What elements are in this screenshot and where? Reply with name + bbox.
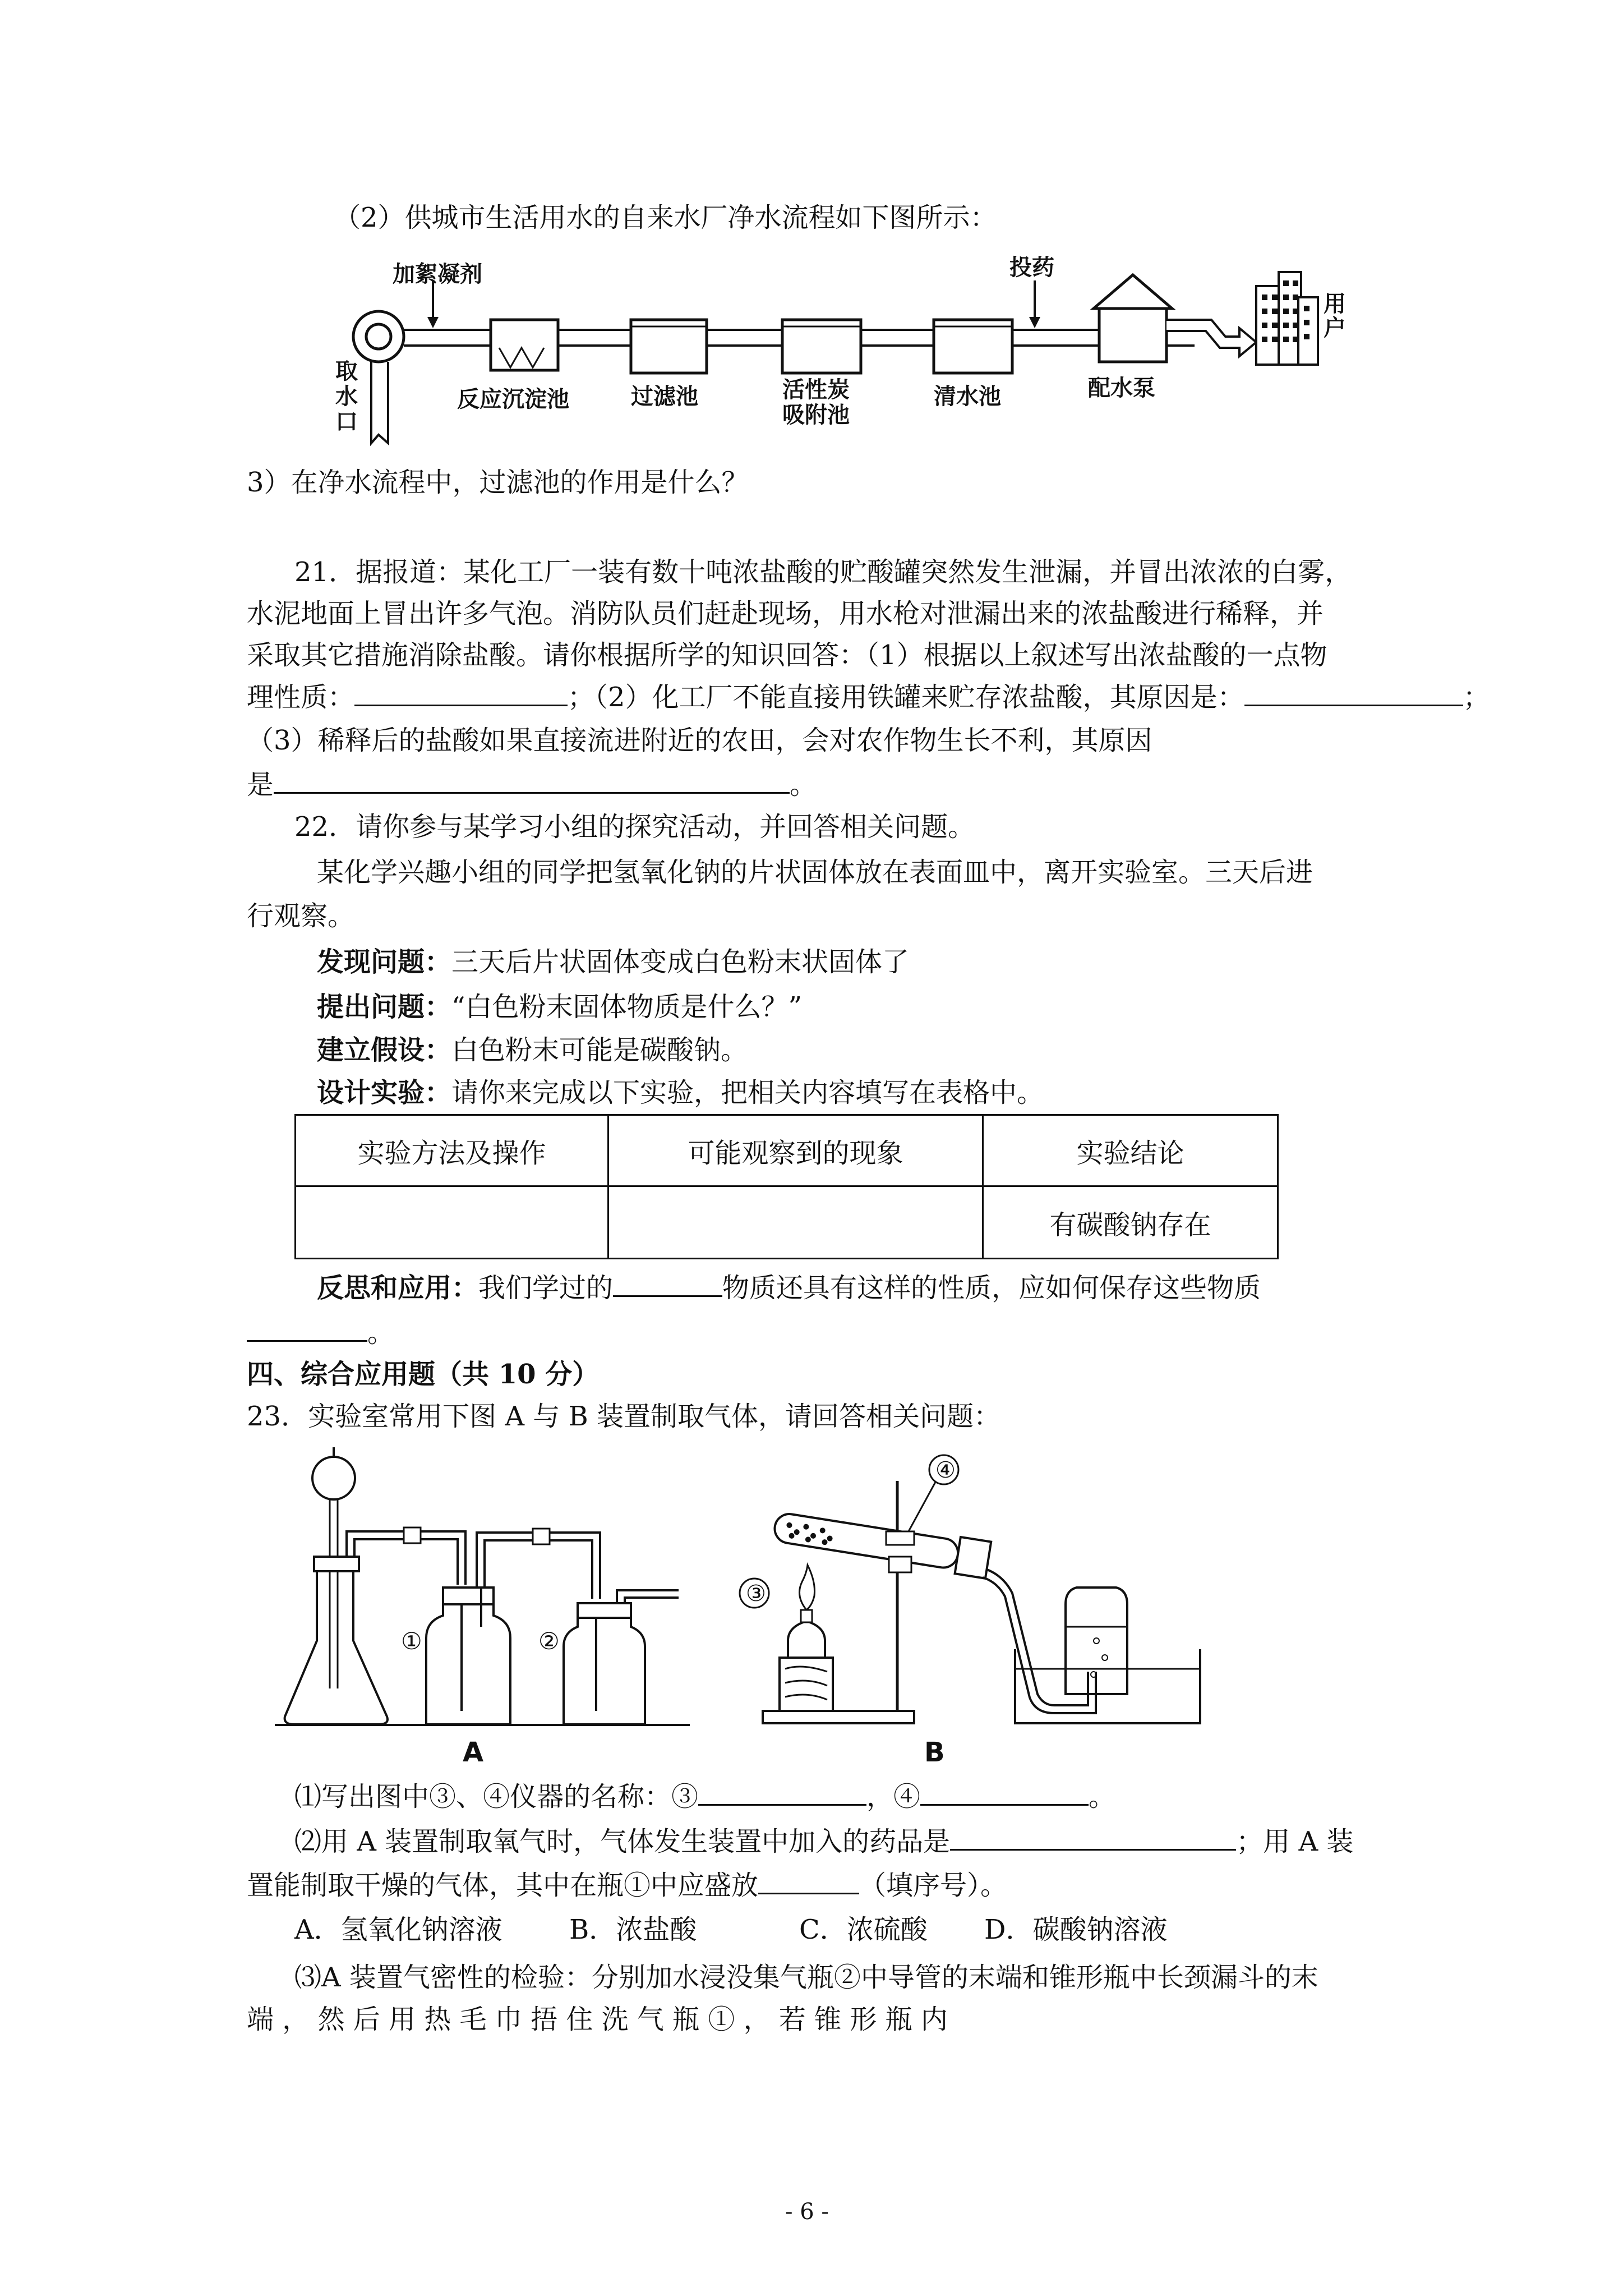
q21-line6	[247, 767, 817, 802]
label-carbon-tank-1: 活性炭	[782, 377, 850, 403]
q23-option-a[interactable]: A．氢氧化钠溶液	[294, 1914, 502, 1945]
q22-experiment-table	[294, 1114, 1279, 1259]
q21-blank-crop-reason[interactable]	[274, 767, 790, 794]
q23-s1-a: ⑴写出图中③、④仪器的名称：③	[294, 1781, 699, 1812]
q22-scenario-line1: 某化学兴趣小组的同学把氢氧化钠的片状固体放在表面皿中，离开实验室。三天后进	[317, 857, 1313, 888]
q22-reflect-text2: 物质还具有这样的性质，应如何保存这些物质	[722, 1272, 1261, 1304]
q21-line4	[247, 680, 1490, 714]
q21-line1: 21．据报道：某化工厂一装有数十吨浓盐酸的贮酸罐突然发生泄漏，并冒出浓浓的白雾，	[294, 556, 1352, 588]
q23-options	[294, 1913, 1168, 1947]
label-intake	[335, 358, 366, 435]
label-bottle-1: ①	[401, 1627, 422, 1655]
label-intake-3: 口	[335, 409, 358, 435]
q23-option-b[interactable]: B．浓盐酸	[569, 1914, 697, 1945]
q22-hypo	[317, 1033, 748, 1067]
q23-s1-c: 。	[1089, 1781, 1116, 1812]
q21-line5: （3）稀释后的盐酸如果直接流进附近的农田，会对农作物生长不利，其原因	[247, 725, 1152, 756]
q20-part3-question: 3）在净水流程中，过滤池的作用是什么？	[247, 467, 749, 498]
q21-line4b: ；（2）化工厂不能直接用铁罐来贮存浓盐酸，其原因是：	[568, 682, 1244, 713]
table-header-row	[296, 1115, 1278, 1186]
label-coagulant: 加絮凝剂	[393, 261, 482, 287]
q22-find-label: 发现问题：	[317, 946, 452, 978]
q22-scenario-line2: 行观察。	[247, 900, 355, 932]
label-intake-1: 取	[335, 358, 358, 384]
q23-s1-b: ，④	[866, 1781, 921, 1812]
q23-s2-line2	[247, 1868, 1007, 1902]
q23-s2-b: ；用 A 装	[1236, 1826, 1354, 1857]
table-row	[296, 1186, 1278, 1259]
q21-blank-iron-reason[interactable]	[1244, 680, 1463, 706]
q21-line6a: 是	[247, 769, 274, 800]
q22-design	[317, 1076, 1044, 1110]
section4-title: 四、综合应用题（共 10 分）	[247, 1359, 600, 1390]
q23-option-c[interactable]: C．浓硫酸	[799, 1914, 928, 1945]
q22-reflect-end: 。	[367, 1317, 395, 1349]
page-number: - 6 -	[785, 2199, 829, 2225]
label-filter-tank: 过滤池	[631, 384, 698, 409]
table-header-phenomenon: 可能观察到的现象	[608, 1115, 983, 1186]
label-bottle-2: ②	[538, 1627, 560, 1655]
q21-line4a: 理性质：	[247, 682, 355, 713]
label-alcohol-lamp: ③	[746, 1581, 766, 1607]
q22-find-text: 三天后片状固体变成白色粉末状固体了	[451, 946, 910, 978]
label-carbon-tank-2: 吸附池	[782, 402, 850, 428]
q23-blank-bottle1-content[interactable]	[758, 1868, 859, 1894]
q22-reflect	[317, 1271, 1261, 1305]
q22-reflect-text1: 我们学过的	[478, 1272, 614, 1304]
q22-blank-storage[interactable]	[247, 1315, 367, 1342]
q21-line2: 水泥地面上冒出许多气泡。消防队员们赶赴现场，用水枪对泄漏出来的浓盐酸进行稀释，并	[247, 598, 1324, 629]
q23-s2-line1	[294, 1824, 1353, 1858]
q23-s2-a: ⑵用 A 装置制取氧气时，气体发生装置中加入的药品是	[294, 1826, 951, 1857]
label-user-2: 户	[1324, 315, 1346, 341]
q21-blank-physical-property[interactable]	[354, 680, 568, 706]
water-treatment-flow-diagram	[335, 247, 1357, 454]
apparatus-a-figure	[275, 1447, 701, 1773]
q23-s3-line2: 端 ， 然 后 用 热 毛 巾 捂 住 洗 气 瓶 ① ， 若 锥 形 瓶 内	[247, 2004, 948, 2035]
label-user-1: 用	[1324, 291, 1346, 317]
q23-option-d[interactable]: D．碳酸钠溶液	[984, 1914, 1168, 1945]
q22-blank-substance[interactable]	[613, 1271, 722, 1297]
label-pump: 配水泵	[1088, 375, 1155, 401]
table-cell-conclusion: 有碳酸钠存在	[983, 1186, 1278, 1259]
q22-find	[317, 945, 909, 979]
label-reaction-tank: 反应沉淀池	[457, 386, 569, 412]
label-user	[1324, 291, 1354, 341]
q22-hypo-label: 建立假设：	[317, 1034, 452, 1066]
q23-intro: 23．实验室常用下图 A 与 B 装置制取气体，请回答相关问题：	[247, 1401, 1001, 1432]
q22-ask	[317, 990, 802, 1024]
q22-hypo-text: 白色粉末可能是碳酸钠。	[451, 1034, 748, 1066]
label-apparatus-a: A	[463, 1737, 484, 1768]
q22-reflect-label: 反思和应用：	[317, 1272, 479, 1304]
q23-s3-line1: ⑶A 装置气密性的检验：分别加水浸没集气瓶②中导管的末端和锥形瓶中长颈漏斗的末	[294, 1962, 1318, 1993]
apparatus-b-figure	[723, 1447, 1217, 1773]
label-intake-2: 水	[335, 384, 358, 409]
q23-blank-instrument-4[interactable]	[920, 1779, 1089, 1806]
q23-s1	[294, 1779, 1115, 1814]
q22-design-label: 设计实验：	[317, 1077, 452, 1108]
table-header-method: 实验方法及操作	[296, 1115, 608, 1186]
label-dosing: 投药	[1009, 255, 1054, 280]
q22-ask-label: 提出问题：	[317, 991, 452, 1023]
q23-s2-c: 置能制取干燥的气体，其中在瓶①中应盛放	[247, 1870, 759, 1901]
q21-line4c: ；	[1463, 682, 1490, 713]
q23-s2-d: （填序号）。	[859, 1870, 1008, 1901]
label-apparatus-b: B	[924, 1737, 945, 1768]
q23-blank-reagent[interactable]	[950, 1824, 1236, 1851]
q22-reflect-line2	[247, 1315, 394, 1350]
q23-blank-instrument-3[interactable]	[698, 1779, 866, 1806]
q20-part2-intro: （2）供城市生活用水的自来水厂净水流程如下图所示：	[334, 202, 997, 233]
q22-intro: 22．请你参与某学习小组的探究活动，并回答相关问题。	[294, 811, 975, 843]
q22-design-text: 请你来完成以下实验，把相关内容填写在表格中。	[451, 1077, 1044, 1108]
label-clear-tank: 清水池	[934, 384, 1001, 409]
table-cell-method[interactable]	[296, 1186, 608, 1259]
q21-line3: 采取其它措施消除盐酸。请你根据所学的知识回答：（1）根据以上叙述写出浓盐酸的一点物	[247, 639, 1327, 671]
table-cell-phenomenon[interactable]	[608, 1186, 983, 1259]
table-header-conclusion: 实验结论	[983, 1115, 1278, 1186]
q22-ask-text: “白色粉末固体物质是什么？”	[451, 991, 803, 1023]
q21-line6b: 。	[790, 769, 817, 800]
label-test-tube: ④	[935, 1457, 956, 1483]
